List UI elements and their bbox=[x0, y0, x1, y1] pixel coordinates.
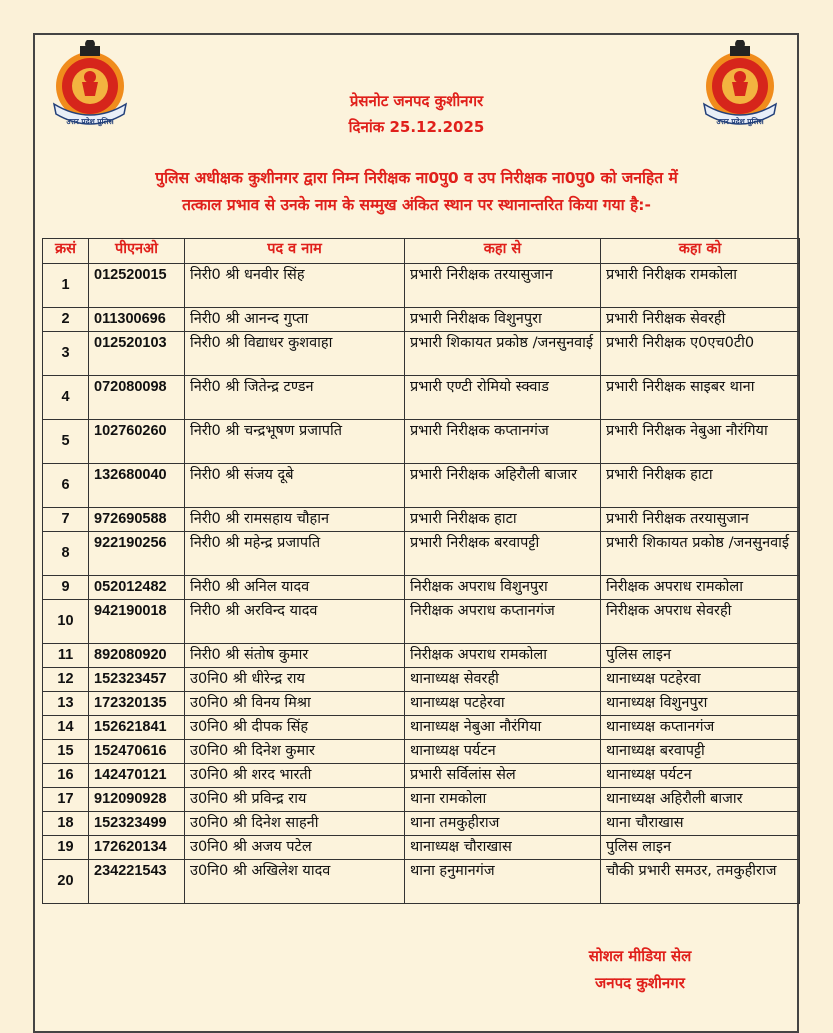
to-cell: थानाध्यक्ष पटहेरवा bbox=[601, 668, 800, 692]
rank-name-cell: उ0नि0 श्री अजय पटेल bbox=[185, 836, 405, 860]
table-row bbox=[43, 308, 800, 332]
rank-name-cell: निरी0 श्री संजय दूबे bbox=[185, 464, 405, 508]
serial-cell: 18 bbox=[43, 812, 89, 836]
from-cell: निरीक्षक अपराध कप्तानगंज bbox=[405, 600, 601, 644]
from-cell: थाना हनुमानगंज bbox=[405, 860, 601, 904]
serial-cell: 14 bbox=[43, 716, 89, 740]
intro-line-1: पुलिस अधीक्षक कुशीनगर द्वारा निम्न निरीक्षक ना0पु0 व उप निरीक्षक ना0पु0 को जनहित में bbox=[155, 169, 678, 187]
rank-name-cell: निरी0 श्री रामसहाय चौहान bbox=[185, 508, 405, 532]
serial-cell: 17 bbox=[43, 788, 89, 812]
serial-cell: 16 bbox=[43, 764, 89, 788]
from-cell: थाना तमकुहीराज bbox=[405, 812, 601, 836]
serial-cell: 7 bbox=[43, 508, 89, 532]
pno-cell: 152470616 bbox=[89, 740, 185, 764]
serial-cell: 12 bbox=[43, 668, 89, 692]
serial-cell: 6 bbox=[43, 464, 89, 508]
rank-name-cell: उ0नि0 श्री विनय मिश्रा bbox=[185, 692, 405, 716]
serial-cell: 5 bbox=[43, 420, 89, 464]
pno-cell: 172320135 bbox=[89, 692, 185, 716]
from-cell: प्रभारी निरीक्षक हाटा bbox=[405, 508, 601, 532]
table-row bbox=[43, 740, 800, 764]
pno-cell: 142470121 bbox=[89, 764, 185, 788]
table-row bbox=[43, 644, 800, 668]
table-row bbox=[43, 788, 800, 812]
to-cell: प्रभारी निरीक्षक साइबर थाना bbox=[601, 376, 800, 420]
press-note-date: दिनांक 25.12.2025 bbox=[348, 118, 485, 136]
intro-line-2: तत्काल प्रभाव से उनके नाम के सम्मुख अंकित स्थान पर स्थानान्तरित किया गया है:- bbox=[182, 196, 651, 214]
serial-cell: 13 bbox=[43, 692, 89, 716]
pno-cell: 942190018 bbox=[89, 600, 185, 644]
from-cell: प्रभारी एण्टी रोमियो स्क्वाड bbox=[405, 376, 601, 420]
to-cell: प्रभारी शिकायत प्रकोष्ठ /जनसुनवाई bbox=[601, 532, 800, 576]
pno-cell: 922190256 bbox=[89, 532, 185, 576]
footer-social-media-cell: सोशल मीडिया सेल bbox=[588, 947, 692, 965]
rank-name-cell: निरी0 श्री विद्याधर कुशवाहा bbox=[185, 332, 405, 376]
to-cell: पुलिस लाइन bbox=[601, 644, 800, 668]
to-cell: थानाध्यक्ष कप्तानगंज bbox=[601, 716, 800, 740]
to-cell: थाना चौराखास bbox=[601, 812, 800, 836]
rank-name-cell: उ0नि0 श्री दिनेश कुमार bbox=[185, 740, 405, 764]
pno-cell: 102760260 bbox=[89, 420, 185, 464]
from-cell: थाना रामकोला bbox=[405, 788, 601, 812]
pno-cell: 011300696 bbox=[89, 308, 185, 332]
pno-cell: 972690588 bbox=[89, 508, 185, 532]
rank-name-cell: निरी0 श्री धनवीर सिंह bbox=[185, 264, 405, 308]
from-cell: प्रभारी निरीक्षक कप्तानगंज bbox=[405, 420, 601, 464]
rank-name-cell: निरी0 श्री अनिल यादव bbox=[185, 576, 405, 600]
serial-cell: 1 bbox=[43, 264, 89, 308]
to-cell: थानाध्यक्ष बरवापट्टी bbox=[601, 740, 800, 764]
header-pno: पीएनओ bbox=[89, 239, 185, 264]
to-cell: थानाध्यक्ष अहिरौली बाजार bbox=[601, 788, 800, 812]
serial-cell: 20 bbox=[43, 860, 89, 904]
rank-name-cell: निरी0 श्री अरविन्द यादव bbox=[185, 600, 405, 644]
to-cell: चौकी प्रभारी समउर, तमकुहीराज bbox=[601, 860, 800, 904]
pno-cell: 052012482 bbox=[89, 576, 185, 600]
rank-name-cell: निरी0 श्री आनन्द गुप्ता bbox=[185, 308, 405, 332]
table-header-row bbox=[43, 239, 800, 264]
table-row bbox=[43, 332, 800, 376]
from-cell: थानाध्यक्ष नेबुआ नौरंगिया bbox=[405, 716, 601, 740]
rank-name-cell: उ0नि0 श्री धीरेन्द्र राय bbox=[185, 668, 405, 692]
to-cell: प्रभारी निरीक्षक तरयासुजान bbox=[601, 508, 800, 532]
serial-cell: 11 bbox=[43, 644, 89, 668]
pno-cell: 892080920 bbox=[89, 644, 185, 668]
header-rank-name: पद व नाम bbox=[185, 239, 405, 264]
serial-cell: 3 bbox=[43, 332, 89, 376]
rank-name-cell: निरी0 श्री संतोष कुमार bbox=[185, 644, 405, 668]
rank-name-cell: निरी0 श्री जितेन्द्र टण्डन bbox=[185, 376, 405, 420]
table-row bbox=[43, 668, 800, 692]
to-cell: प्रभारी निरीक्षक ए0एच0टी0 bbox=[601, 332, 800, 376]
to-cell: प्रभारी निरीक्षक हाटा bbox=[601, 464, 800, 508]
table-row bbox=[43, 860, 800, 904]
to-cell: प्रभारी निरीक्षक रामकोला bbox=[601, 264, 800, 308]
header-serial: क्रसं bbox=[43, 239, 89, 264]
table-row bbox=[43, 600, 800, 644]
table-row bbox=[43, 764, 800, 788]
table-row bbox=[43, 812, 800, 836]
pno-cell: 152323499 bbox=[89, 812, 185, 836]
from-cell: निरीक्षक अपराध रामकोला bbox=[405, 644, 601, 668]
pno-cell: 012520015 bbox=[89, 264, 185, 308]
serial-cell: 8 bbox=[43, 532, 89, 576]
table-row bbox=[43, 716, 800, 740]
table-row bbox=[43, 508, 800, 532]
rank-name-cell: निरी0 श्री महेन्द्र प्रजापति bbox=[185, 532, 405, 576]
rank-name-cell: उ0नि0 श्री अखिलेश यादव bbox=[185, 860, 405, 904]
emblem-left-label: उत्तर प्रदेश पुलिस bbox=[66, 117, 114, 126]
pno-cell: 912090928 bbox=[89, 788, 185, 812]
rank-name-cell: उ0नि0 श्री शरद भारती bbox=[185, 764, 405, 788]
table-row bbox=[43, 836, 800, 860]
from-cell: प्रभारी सर्विलांस सेल bbox=[405, 764, 601, 788]
table-row bbox=[43, 576, 800, 600]
header-to: कहा को bbox=[601, 239, 800, 264]
table-row bbox=[43, 420, 800, 464]
rank-name-cell: निरी0 श्री चन्द्रभूषण प्रजापति bbox=[185, 420, 405, 464]
to-cell: निरीक्षक अपराध सेवरही bbox=[601, 600, 800, 644]
pno-cell: 152621841 bbox=[89, 716, 185, 740]
from-cell: प्रभारी निरीक्षक बरवापट्टी bbox=[405, 532, 601, 576]
to-cell: निरीक्षक अपराध रामकोला bbox=[601, 576, 800, 600]
from-cell: थानाध्यक्ष पर्यटन bbox=[405, 740, 601, 764]
table-row bbox=[43, 692, 800, 716]
emblem-right-label: उत्तर प्रदेश पुलिस bbox=[716, 117, 764, 126]
to-cell: थानाध्यक्ष विशुनपुरा bbox=[601, 692, 800, 716]
table-row bbox=[43, 376, 800, 420]
from-cell: प्रभारी निरीक्षक विशुनपुरा bbox=[405, 308, 601, 332]
to-cell: प्रभारी निरीक्षक नेबुआ नौरंगिया bbox=[601, 420, 800, 464]
table-row bbox=[43, 464, 800, 508]
serial-cell: 15 bbox=[43, 740, 89, 764]
footer-district: जनपद कुशीनगर bbox=[595, 974, 685, 992]
to-cell: पुलिस लाइन bbox=[601, 836, 800, 860]
pno-cell: 132680040 bbox=[89, 464, 185, 508]
to-cell: थानाध्यक्ष पर्यटन bbox=[601, 764, 800, 788]
from-cell: निरीक्षक अपराध विशुनपुरा bbox=[405, 576, 601, 600]
from-cell: प्रभारी शिकायत प्रकोष्ठ /जनसुनवाई bbox=[405, 332, 601, 376]
pno-cell: 234221543 bbox=[89, 860, 185, 904]
table-row bbox=[43, 532, 800, 576]
rank-name-cell: उ0नि0 श्री प्रविन्द्र राय bbox=[185, 788, 405, 812]
to-cell: प्रभारी निरीक्षक सेवरही bbox=[601, 308, 800, 332]
pno-cell: 152323457 bbox=[89, 668, 185, 692]
from-cell: प्रभारी निरीक्षक अहिरौली बाजार bbox=[405, 464, 601, 508]
serial-cell: 2 bbox=[43, 308, 89, 332]
from-cell: थानाध्यक्ष चौराखास bbox=[405, 836, 601, 860]
table-row bbox=[43, 264, 800, 308]
header-from: कहा से bbox=[405, 239, 601, 264]
serial-cell: 9 bbox=[43, 576, 89, 600]
rank-name-cell: उ0नि0 श्री दिनेश साहनी bbox=[185, 812, 405, 836]
pno-cell: 072080098 bbox=[89, 376, 185, 420]
transfer-table bbox=[42, 238, 800, 904]
from-cell: थानाध्यक्ष पटहेरवा bbox=[405, 692, 601, 716]
rank-name-cell: उ0नि0 श्री दीपक सिंह bbox=[185, 716, 405, 740]
serial-cell: 10 bbox=[43, 600, 89, 644]
intro-paragraph bbox=[60, 165, 773, 219]
press-note-title: प्रेसनोट जनपद कुशीनगर bbox=[349, 92, 484, 110]
pno-cell: 012520103 bbox=[89, 332, 185, 376]
from-cell: प्रभारी निरीक्षक तरयासुजान bbox=[405, 264, 601, 308]
from-cell: थानाध्यक्ष सेवरही bbox=[405, 668, 601, 692]
serial-cell: 4 bbox=[43, 376, 89, 420]
pno-cell: 172620134 bbox=[89, 836, 185, 860]
serial-cell: 19 bbox=[43, 836, 89, 860]
